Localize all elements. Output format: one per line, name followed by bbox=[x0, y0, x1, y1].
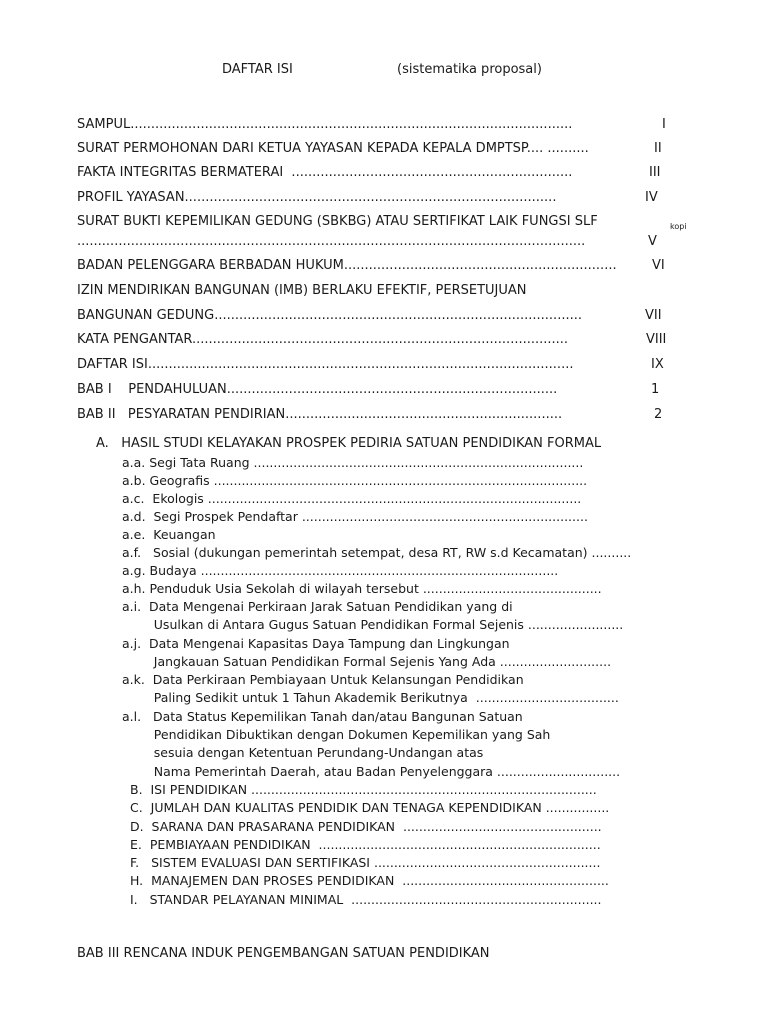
page-subtitle: (sistematika proposal) bbox=[397, 62, 542, 77]
toc-entry-note: kopi bbox=[670, 222, 687, 231]
section-a-item: a.l. Data Status Kepemilikan Tanah dan/atau Bangunan Satuan bbox=[122, 709, 523, 724]
toc-entry-text: SAMPUL........................................................................................................... bbox=[77, 117, 573, 132]
section-a-item: Usulkan di Antara Gugus Satuan Pendidikan Formal Sejenis ........................ bbox=[122, 617, 624, 632]
toc-entry-text: DAFTAR ISI....................................................................................................... bbox=[77, 357, 574, 372]
section-a-item: a.k. Data Perkiraan Pembiayaan Untuk Kelansungan Pendidikan bbox=[122, 672, 524, 687]
toc-entry-text: PROFIL YAYASAN.......................................................................................... bbox=[77, 190, 557, 205]
section-entry: F. SISTEM EVALUASI DAN SERTIFIKASI ......................................................... bbox=[130, 855, 601, 870]
toc-entry-text: BAB II PESYARATAN PENDIRIAN................................................................... bbox=[77, 407, 563, 422]
section-a-item: a.f. Sosial (dukungan pemerintah setempat, desa RT, RW s.d Kecamatan) .......... bbox=[122, 545, 632, 560]
section-entry: I. STANDAR PELAYANAN MINIMAL ............................................................... bbox=[130, 892, 602, 907]
section-a-item: a.i. Data Mengenai Perkiraan Jarak Satuan Pendidikan yang di bbox=[122, 599, 513, 614]
toc-entry-text: FAKTA INTEGRITAS BERMATERAI .................................................................... bbox=[77, 165, 573, 180]
toc-entry-page: IX bbox=[651, 357, 664, 372]
section-a-heading: A. HASIL STUDI KELAYAKAN PROSPEK PEDIRIA SATUAN PENDIDIKAN FORMAL bbox=[96, 436, 602, 451]
section-entry: E. PEMBIAYAAN PENDIDIKAN ....................................................................... bbox=[130, 837, 601, 852]
toc-entry-text: ........................................................................................................................... bbox=[77, 234, 586, 249]
toc-entry-text: SURAT PERMOHONAN DARI KETUA YAYASAN KEPADA KEPALA DMPTSP.... .......... bbox=[77, 141, 589, 156]
toc-entry-page: II bbox=[654, 141, 662, 156]
toc-entry-text: BAB I PENDAHULUAN................................................................................ bbox=[77, 382, 558, 397]
section-entry: H. MANAJEMEN DAN PROSES PENDIDIKAN .................................................... bbox=[130, 873, 609, 888]
toc-entry-text: BADAN PELENGGARA BERBADAN HUKUM.................................................................. bbox=[77, 258, 617, 273]
section-a-item: Paling Sedikit untuk 1 Tahun Akademik Berikutnya .................................... bbox=[122, 690, 619, 705]
toc-entry-page: 1 bbox=[651, 382, 660, 397]
toc-entry-page: III bbox=[649, 165, 661, 180]
toc-entry-page: VIII bbox=[646, 332, 667, 347]
section-a-item: a.e. Keuangan bbox=[122, 527, 216, 542]
toc-entry-page: VI bbox=[652, 258, 665, 273]
section-entry: C. JUMLAH DAN KUALITAS PENDIDIK DAN TENAGA KEPENDIDIKAN ................ bbox=[130, 800, 610, 815]
section-a-item: Nama Pemerintah Daerah, atau Badan Penyelenggara ............................... bbox=[122, 764, 621, 779]
toc-entry-page: VII bbox=[645, 308, 662, 323]
toc-entry-text: SURAT BUKTI KEPEMILIKAN GEDUNG (SBKBG) ATAU SERTIFIKAT LAIK FUNGSI SLF bbox=[77, 214, 598, 229]
section-a-item: a.d. Segi Prospek Pendaftar ........................................................................ bbox=[122, 509, 588, 524]
toc-entry-page: IV bbox=[645, 190, 658, 205]
toc-entry-text: IZIN MENDIRIKAN BANGUNAN (IMB) BERLAKU EFEKTIF, PERSETUJUAN bbox=[77, 283, 527, 298]
section-a-item: a.j. Data Mengenai Kapasitas Daya Tampung dan Lingkungan bbox=[122, 636, 510, 651]
bab-iii-heading: BAB III RENCANA INDUK PENGEMBANGAN SATUAN PENDIDIKAN bbox=[77, 946, 490, 961]
section-a-item: a.g. Budaya .......................................................................................... bbox=[122, 563, 559, 578]
section-a-item: a.h. Penduduk Usia Sekolah di wilayah tersebut ............................................. bbox=[122, 581, 602, 596]
section-entry: D. SARANA DAN PRASARANA PENDIDIKAN .................................................. bbox=[130, 819, 602, 834]
toc-entry-page: 2 bbox=[654, 407, 663, 422]
toc-entry-text: KATA PENGANTAR........................................................................................... bbox=[77, 332, 569, 347]
toc-entry-text: BANGUNAN GEDUNG......................................................................................... bbox=[77, 308, 582, 323]
section-a-item: sesuia dengan Ketentuan Perundang-Undangan atas bbox=[122, 745, 484, 760]
page-title: DAFTAR ISI bbox=[222, 62, 293, 77]
section-a-item: Jangkauan Satuan Pendidikan Formal Sejenis Yang Ada ............................ bbox=[122, 654, 612, 669]
section-a-item: a.a. Segi Tata Ruang ................................................................................... bbox=[122, 455, 584, 470]
section-a-item: Pendidikan Dibuktikan dengan Dokumen Kepemilikan yang Sah bbox=[122, 727, 551, 742]
toc-entry-page: I bbox=[662, 117, 666, 132]
section-entry: B. ISI PENDIDIKAN ....................................................................................... bbox=[130, 782, 597, 797]
section-a-item: a.c. Ekologis .............................................................................................. bbox=[122, 491, 582, 506]
section-a-item: a.b. Geografis .............................................................................................. bbox=[122, 473, 588, 488]
toc-entry-page: V bbox=[648, 234, 657, 249]
